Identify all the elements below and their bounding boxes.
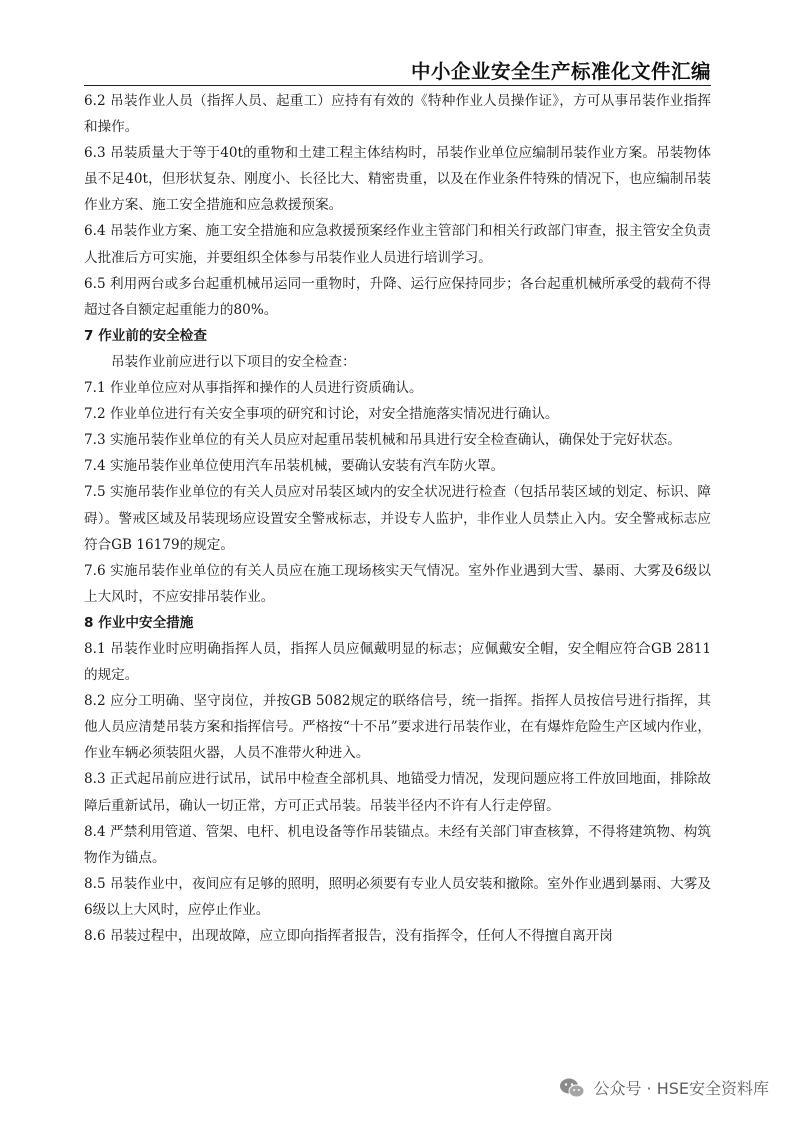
- page-header-title: 中小企业安全生产标准化文件汇编: [410, 60, 711, 83]
- paragraph-7-5: 7.5 实施吊装作业单位的有关人员应对吊装区域内的安全状况进行检查（包括吊装区域的划定、标识、障碍）。警戒区域及吊装现场应设置安全警戒标志，并设专人监护，非作业人员禁止入内。安全警戒标志应符合GB 16179的规定。: [84, 484, 711, 553]
- paragraph-7-2: 7.2 作业单位进行有关安全事项的研究和讨论，对安全措施落实情况进行确认。: [84, 406, 559, 423]
- paragraph-6-3: 6.3 吊装质量大于等于40t的重物和土建工程主体结构时，吊装作业单位应编制吊装作业方案。吊装物体虽不足40t，但形状复杂、刚度小、长径比大、精密贵重，以及在作业条件特殊的情况下，也应编制吊装作业方案、施工安全措施和应急救援预案。: [84, 145, 711, 214]
- paragraph-7-4: 7.4 实施吊装作业单位使用汽车吊装机械，要确认安装有汽车防火罩。: [84, 458, 505, 475]
- watermark: [559, 1076, 769, 1099]
- header-divider: [84, 85, 711, 86]
- section-7-intro: 吊装作业前应进行以下项目的安全检查：: [111, 353, 356, 370]
- paragraph-7-6: 7.6 实施吊装作业单位的有关人员应在施工现场核实天气情况。室外作业遇到大雪、暴雨、大雾及6级以上大风时，不应安排吊装作业。: [84, 562, 711, 605]
- paragraph-8-4: 8.4 严禁利用管道、管架、电杆、机电设备等作吊装锚点。未经有关部门审查核算，不得将建筑物、构筑物作为锚点。: [84, 823, 711, 866]
- watermark-text: 公众号 · HSE安全资料库: [593, 1079, 769, 1098]
- paragraph-7-1: 7.1 作业单位应对从事指挥和操作的人员进行资质确认。: [84, 380, 423, 397]
- paragraph-8-3: 8.3 正式起吊前应进行试吊，试吊中检查全部机具、地锚受力情况，发现问题应将工件放回地面，排除故障后重新试吊，确认一切正常，方可正式吊装。吊装半径内不许有人行走停留。: [84, 771, 711, 814]
- section-heading-8: 8 作业中安全措施: [84, 614, 194, 631]
- document-body: [84, 88, 711, 949]
- paragraph-8-5: 8.5 吊装作业中，夜间应有足够的照明，照明必须要有专业人员安装和撤除。室外作业遇到暴雨、大雾及6级以上大风时，应停止作业。: [84, 875, 711, 918]
- wechat-icon: [559, 1077, 585, 1099]
- paragraph-7-3: 7.3 实施吊装作业单位的有关人员应对起重吊装机械和吊具进行安全检查确认，确保处于完好状态。: [84, 432, 681, 449]
- paragraph-6-4: 6.4 吊装作业方案、施工安全措施和应急救援预案经作业主管部门和相关行政部门审查，报主管安全负责人批准后方可实施，并要组织全体参与吊装作业人员进行培训学习。: [84, 223, 711, 266]
- paragraph-6-2: 6.2 吊装作业人员（指挥人员、起重工）应持有有效的《特种作业人员操作证》，方可从事吊装作业指挥和操作。: [84, 93, 711, 136]
- paragraph-6-5: 6.5 利用两台或多台起重机械吊运同一重物时，升降、运行应保持同步；各台起重机械所承受的载荷不得超过各自额定起重能力的80%。: [84, 275, 711, 318]
- paragraph-8-2: 8.2 应分工明确、坚守岗位，并按GB 5082规定的联络信号，统一指挥。指挥人员按信号进行指挥，其他人员应清楚吊装方案和指挥信号。严格按“十不吊”要求进行吊装作业，在有爆炸危险生产区域内作业，作业车辆必须装阻火器，人员不准带火种进入。: [84, 693, 711, 762]
- section-heading-7: 7 作业前的安全检查: [84, 327, 207, 344]
- paragraph-8-1: 8.1 吊装作业时应明确指挥人员，指挥人员应佩戴明显的标志；应佩戴安全帽，安全帽应符合GB 2811的规定。: [84, 640, 711, 684]
- paragraph-8-6: 8.6 吊装过程中，出现故障，应立即向指挥者报告，没有指挥令，任何人不得擅自离开岗: [84, 928, 613, 944]
